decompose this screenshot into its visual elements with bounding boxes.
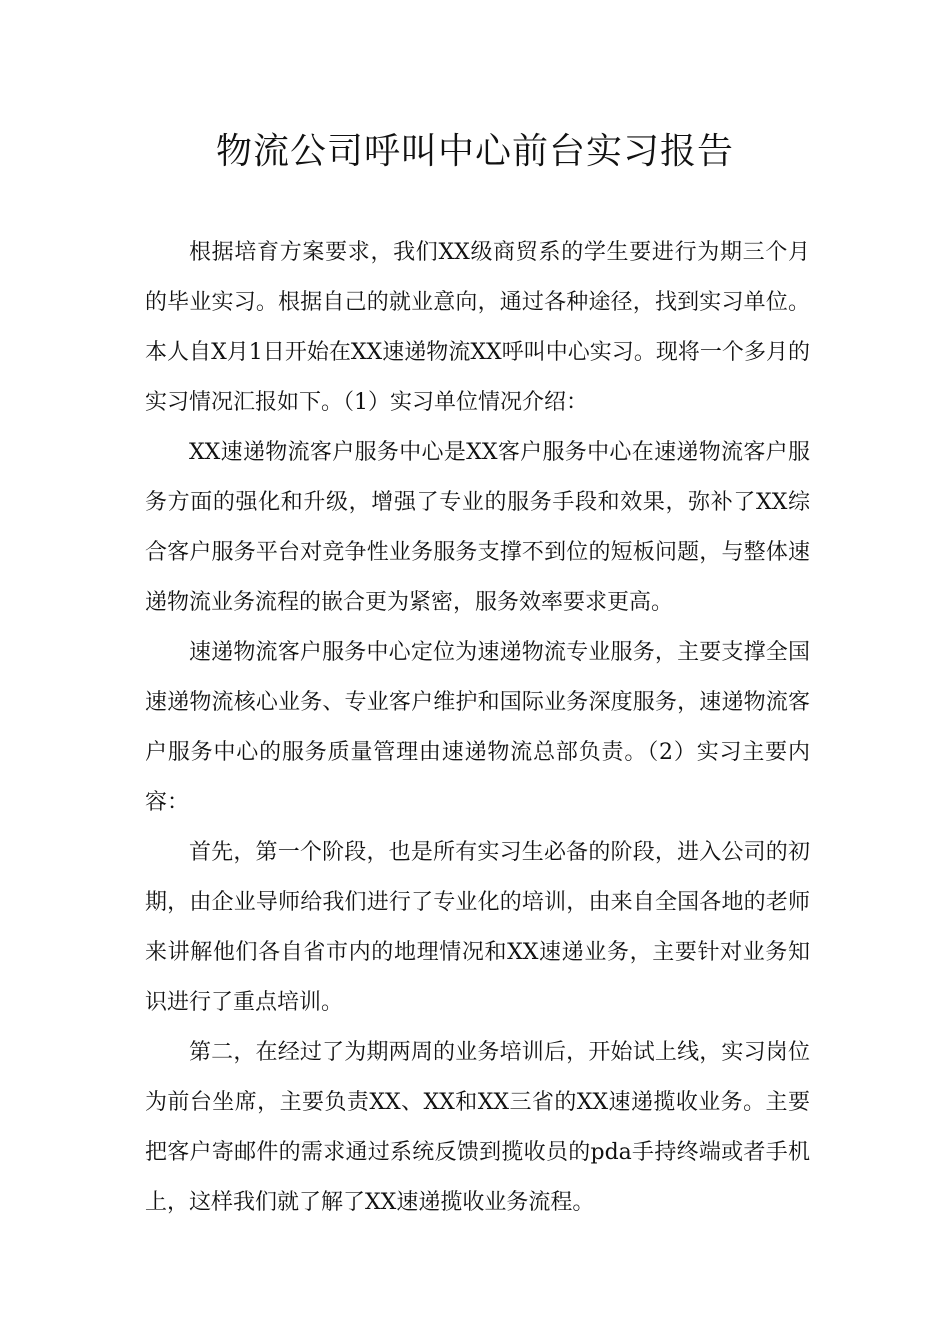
- paragraph-2: XX速递物流客户服务中心是XX客户服务中心在速递物流客户服务方面的强化和升级，增强了专业的服务手段和效果，弥补了XX综合客户服务平台对竞争性业务服务支撑不到位的短板问题，与整体速递物流业务流程的嵌合更为紧密，服务效率要求更高。: [145, 440, 810, 615]
- document-body: [145, 228, 810, 1228]
- paragraph-4: 首先，第一个阶段，也是所有实习生必备的阶段，进入公司的初期，由企业导师给我们进行了专业化的培训，由来自全国各地的老师来讲解他们各自省市内的地理情况和XX速递业务，主要针对业务知识进行了重点培训。: [145, 840, 810, 1015]
- paragraph-1: 根据培育方案要求，我们XX级商贸系的学生要进行为期三个月的毕业实习。根据自己的就业意向，通过各种途径，找到实习单位。本人自X月1日开始在XX速递物流XX呼叫中心实习。现将一个多月的实习情况汇报如下。（1）实习单位情况介绍：: [145, 240, 810, 415]
- paragraph-3: 速递物流客户服务中心定位为速递物流专业服务，主要支撑全国速递物流核心业务、专业客户维护和国际业务深度服务，速递物流客户服务中心的服务质量管理由速递物流总部负责。（2）实习主要内容：: [145, 640, 810, 815]
- document-title: 物流公司呼叫中心前台实习报告: [215, 131, 734, 172]
- paragraph-5: 第二，在经过了为期两周的业务培训后，开始试上线，实习岗位为前台坐席，主要负责XX、XX和XX三省的XX速递揽收业务。主要把客户寄邮件的需求通过系统反馈到揽收员的pda手持终端或者手机上，这样我们就了解了XX速递揽收业务流程。: [145, 1040, 810, 1215]
